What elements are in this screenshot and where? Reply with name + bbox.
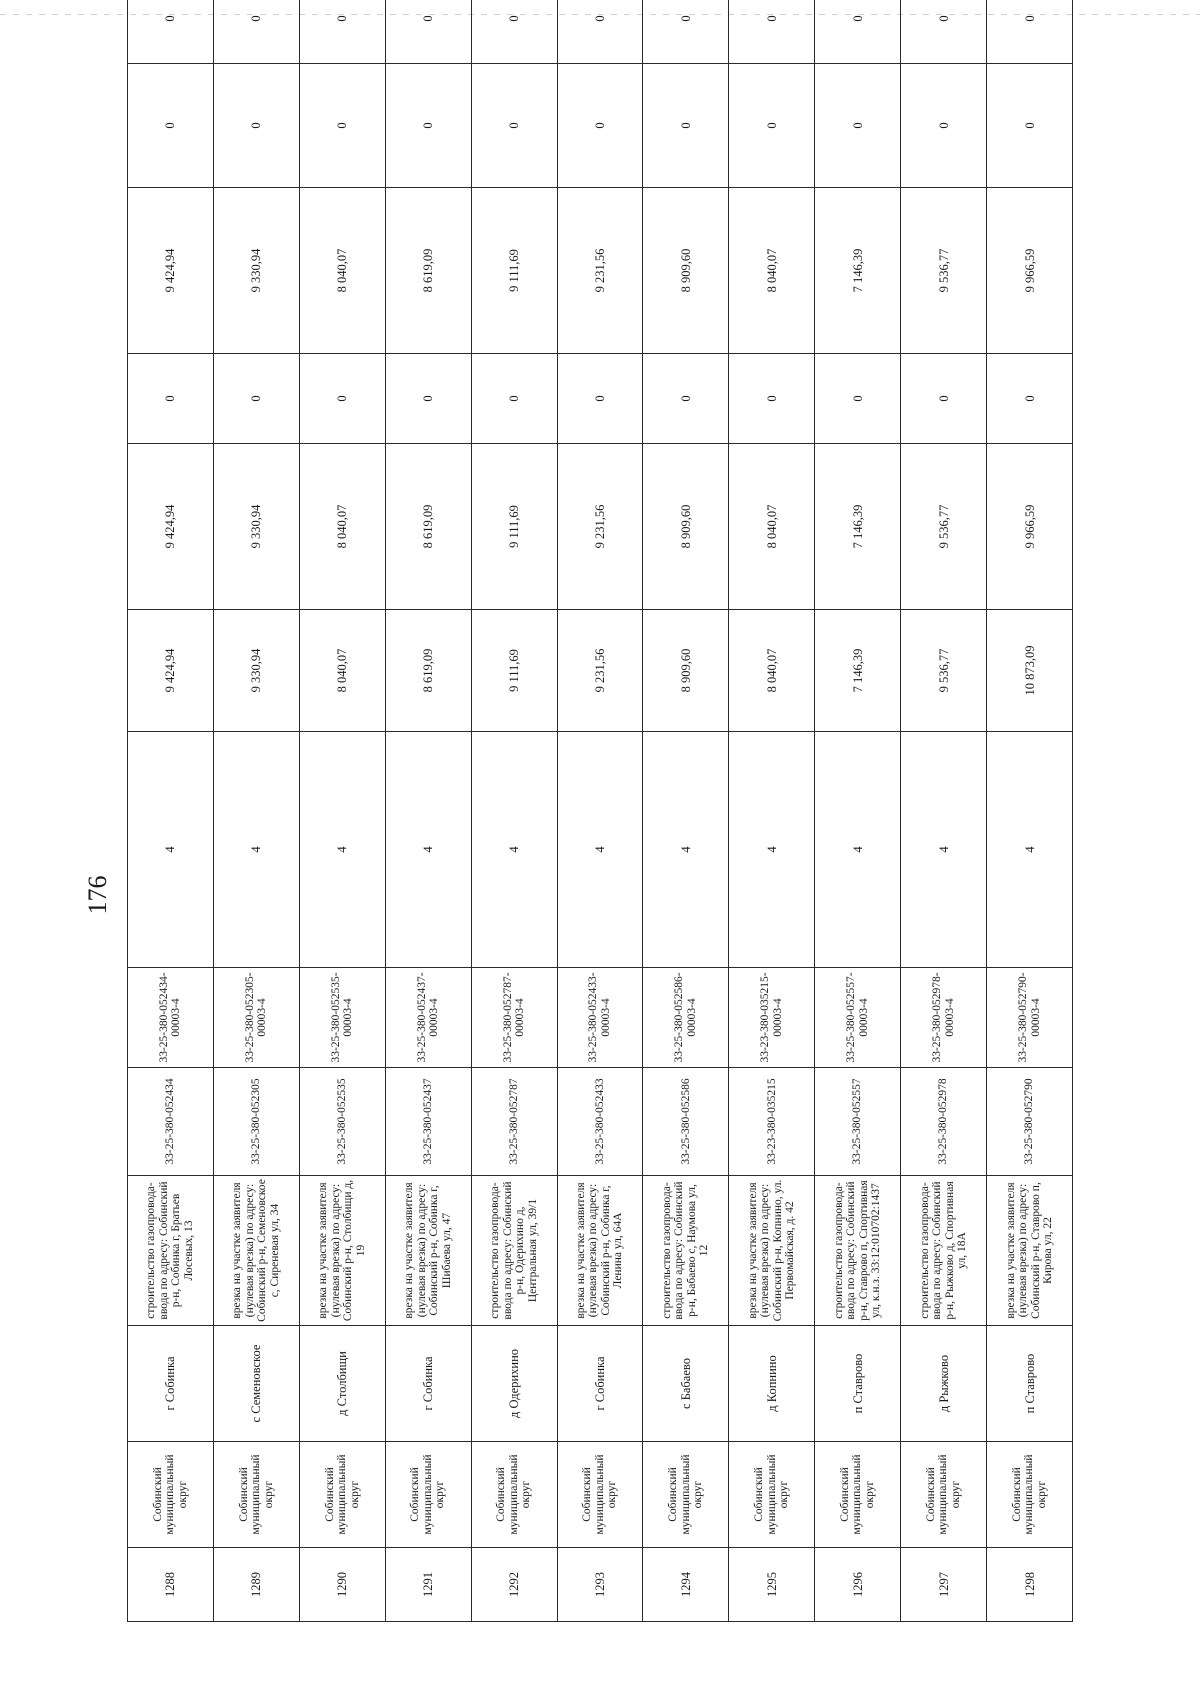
- object-code-cell: 33-25-380-052433: [557, 1068, 643, 1176]
- amount-cell: 8 040,07: [729, 444, 815, 610]
- table-row: [128, 0, 214, 1622]
- row-number-cell: 1297: [901, 1548, 987, 1622]
- zero-value-cell: 0: [815, 354, 901, 444]
- locality-cell: д Рыжково: [901, 1326, 987, 1442]
- description-cell: строительство газопровода-ввода по адресу: Собинский р-н, Бабаево с, Наумова ул, 12: [643, 1176, 729, 1326]
- zero-value-cell-3: 0: [213, 0, 299, 64]
- district-cell: Собинский муниципальный округ: [213, 1442, 299, 1548]
- full-code-cell: 33-23-380-035215-00003-4: [729, 968, 815, 1068]
- category-cell: 4: [643, 732, 729, 968]
- zero-value-cell-2: 0: [557, 64, 643, 188]
- row-number-cell: 1294: [643, 1548, 729, 1622]
- category-cell: 4: [385, 732, 471, 968]
- zero-value-cell-2: 0: [987, 64, 1073, 188]
- object-code-cell: 33-25-380-052586: [643, 1068, 729, 1176]
- locality-cell: д Столбищи: [299, 1326, 385, 1442]
- zero-value-cell: 0: [471, 354, 557, 444]
- amount-total-cell: 9 330,94: [213, 610, 299, 732]
- category-cell: 4: [557, 732, 643, 968]
- zero-value-cell-3: 0: [901, 0, 987, 64]
- locality-cell: г Собинка: [128, 1326, 214, 1442]
- locality-cell: п Ставрово: [815, 1326, 901, 1442]
- description-cell: строительство газопровода-ввода по адресу: Собинский р-н, Рыжково д, Спортивная ул, 18А: [901, 1176, 987, 1326]
- amount-cell-2: 7 146,39: [815, 188, 901, 354]
- full-code-cell: 33-25-380-052535-00003-4: [299, 968, 385, 1068]
- row-number-cell: 1292: [471, 1548, 557, 1622]
- district-cell: Собинский муниципальный округ: [299, 1442, 385, 1548]
- zero-value-cell: 0: [385, 354, 471, 444]
- table-row: [471, 0, 557, 1622]
- category-cell: 4: [987, 732, 1073, 968]
- amount-cell-2: 8 619,09: [385, 188, 471, 354]
- locality-cell: г Собинка: [385, 1326, 471, 1442]
- table-row: [987, 0, 1073, 1622]
- description-cell: врезка на участке заявителя (нулевая врезка) по адресу: Собинский р-н, Собинка г, Шибаева ул, 47: [385, 1176, 471, 1326]
- amount-cell-2: 9 966,59: [987, 188, 1073, 354]
- amount-total-cell: 7 146,39: [815, 610, 901, 732]
- zero-value-cell-2: 0: [213, 64, 299, 188]
- amount-cell: 8 040,07: [299, 444, 385, 610]
- full-code-cell: 33-25-380-052787-00003-4: [471, 968, 557, 1068]
- zero-value-cell: 0: [128, 354, 214, 444]
- full-code-cell: 33-25-380-052437-00003-4: [385, 968, 471, 1068]
- amount-total-cell: 8 619,09: [385, 610, 471, 732]
- description-cell: строительство газопровода-ввода по адресу: Собинский р-н, Собинка г, Братьев Лосевых, 13: [128, 1176, 214, 1326]
- table-row: [299, 0, 385, 1622]
- category-cell: 4: [299, 732, 385, 968]
- locality-cell: д Одерихино: [471, 1326, 557, 1442]
- full-code-cell: 33-25-380-052586-00003-4: [643, 968, 729, 1068]
- category-cell: 4: [128, 732, 214, 968]
- amount-cell: 9 424,94: [128, 444, 214, 610]
- district-cell: Собинский муниципальный округ: [557, 1442, 643, 1548]
- description-cell: строительство газопровода-ввода по адресу: Собинский р-н, Ставрово п, Спортивная ул, к.н.з. 33:12:010702:1437: [815, 1176, 901, 1326]
- zero-value-cell-2: 0: [471, 64, 557, 188]
- object-code-cell: 33-25-380-052790: [987, 1068, 1073, 1176]
- zero-value-cell-2: 0: [385, 64, 471, 188]
- description-cell: врезка на участке заявителя (нулевая врезка) по адресу: Собинский р-н, Собинка г, Ленина ул, 64А: [557, 1176, 643, 1326]
- amount-cell-2: 8 909,60: [643, 188, 729, 354]
- district-cell: Собинский муниципальный округ: [128, 1442, 214, 1548]
- locality-cell: с Бабаево: [643, 1326, 729, 1442]
- amount-cell: 8 909,60: [643, 444, 729, 610]
- amount-cell: 8 619,09: [385, 444, 471, 610]
- table-row: [557, 0, 643, 1622]
- amount-total-cell: 8 040,07: [729, 610, 815, 732]
- amount-cell-2: 9 424,94: [128, 188, 214, 354]
- description-cell: врезка на участке заявителя (нулевая врезка) по адресу: Собинский р-н, Семеновское с, Сиреневая ул, 34: [213, 1176, 299, 1326]
- amount-total-cell: 9 231,56: [557, 610, 643, 732]
- row-number-cell: 1291: [385, 1548, 471, 1622]
- object-code-cell: 33-25-380-052557: [815, 1068, 901, 1176]
- district-cell: Собинский муниципальный округ: [901, 1442, 987, 1548]
- rotated-table-container: [127, 15, 1073, 1622]
- row-number-cell: 1293: [557, 1548, 643, 1622]
- category-cell: 4: [213, 732, 299, 968]
- amount-cell-2: 9 330,94: [213, 188, 299, 354]
- zero-value-cell-2: 0: [815, 64, 901, 188]
- zero-value-cell-2: 0: [299, 64, 385, 188]
- zero-value-cell: 0: [643, 354, 729, 444]
- amount-cell: 7 146,39: [815, 444, 901, 610]
- table-row: [213, 0, 299, 1622]
- zero-value-cell-3: 0: [471, 0, 557, 64]
- full-code-cell: 33-25-380-052434-00003-4: [128, 968, 214, 1068]
- table-row: [729, 0, 815, 1622]
- row-number-cell: 1296: [815, 1548, 901, 1622]
- district-cell: Собинский муниципальный округ: [729, 1442, 815, 1548]
- amount-total-cell: 8 040,07: [299, 610, 385, 732]
- zero-value-cell-2: 0: [901, 64, 987, 188]
- district-cell: Собинский муниципальный округ: [987, 1442, 1073, 1548]
- row-number-cell: 1289: [213, 1548, 299, 1622]
- zero-value-cell-3: 0: [729, 0, 815, 64]
- amount-total-cell: 8 909,60: [643, 610, 729, 732]
- full-code-cell: 33-25-380-052433-00003-4: [557, 968, 643, 1068]
- object-code-cell: 33-25-380-052787: [471, 1068, 557, 1176]
- object-code-cell: 33-25-380-052434: [128, 1068, 214, 1176]
- zero-value-cell-3: 0: [643, 0, 729, 64]
- table-row: [901, 0, 987, 1622]
- amount-total-cell: 9 536,77: [901, 610, 987, 732]
- register-table: [127, 0, 1073, 1622]
- row-number-cell: 1298: [987, 1548, 1073, 1622]
- full-code-cell: 33-25-380-052978-00003-4: [901, 968, 987, 1068]
- locality-cell: г Собинка: [557, 1326, 643, 1442]
- object-code-cell: 33-25-380-052535: [299, 1068, 385, 1176]
- zero-value-cell: 0: [729, 354, 815, 444]
- full-code-cell: 33-25-380-052305-00003-4: [213, 968, 299, 1068]
- amount-cell-2: 9 231,56: [557, 188, 643, 354]
- amount-total-cell: 10 873,09: [987, 610, 1073, 732]
- zero-value-cell-3: 0: [299, 0, 385, 64]
- table-row: [385, 0, 471, 1622]
- amount-cell-2: 8 040,07: [299, 188, 385, 354]
- zero-value-cell-3: 0: [385, 0, 471, 64]
- table-row: [643, 0, 729, 1622]
- district-cell: Собинский муниципальный округ: [643, 1442, 729, 1548]
- amount-cell: 9 231,56: [557, 444, 643, 610]
- zero-value-cell-3: 0: [815, 0, 901, 64]
- district-cell: Собинский муниципальный округ: [471, 1442, 557, 1548]
- description-cell: строительство газопровода-ввода по адресу: Собинский р-н, Одерихино д, Центральная ул, 39/1: [471, 1176, 557, 1326]
- description-cell: врезка на участке заявителя (нулевая врезка) по адресу: Собинский р-н, Столбищи д, 19: [299, 1176, 385, 1326]
- amount-cell-2: 8 040,07: [729, 188, 815, 354]
- amount-total-cell: 9 111,69: [471, 610, 557, 732]
- description-cell: врезка на участке заявителя (нулевая врезка) по адресу: Собинский р-н, Ставрово п, Кирова ул, 22: [987, 1176, 1073, 1326]
- zero-value-cell-3: 0: [128, 0, 214, 64]
- amount-cell: 9 536,77: [901, 444, 987, 610]
- amount-cell: 9 111,69: [471, 444, 557, 610]
- zero-value-cell-2: 0: [128, 64, 214, 188]
- zero-value-cell-3: 0: [987, 0, 1073, 64]
- locality-cell: п Ставрово: [987, 1326, 1073, 1442]
- district-cell: Собинский муниципальный округ: [815, 1442, 901, 1548]
- table-row: [815, 0, 901, 1622]
- amount-total-cell: 9 424,94: [128, 610, 214, 732]
- locality-cell: с Семеновское: [213, 1326, 299, 1442]
- zero-value-cell: 0: [299, 354, 385, 444]
- row-number-cell: 1290: [299, 1548, 385, 1622]
- category-cell: 4: [471, 732, 557, 968]
- object-code-cell: 33-23-380-035215: [729, 1068, 815, 1176]
- row-number-cell: 1288: [128, 1548, 214, 1622]
- full-code-cell: 33-25-380-052790-00003-4: [987, 968, 1073, 1068]
- amount-cell: 9 966,59: [987, 444, 1073, 610]
- amount-cell-2: 9 111,69: [471, 188, 557, 354]
- category-cell: 4: [901, 732, 987, 968]
- zero-value-cell: 0: [901, 354, 987, 444]
- zero-value-cell: 0: [213, 354, 299, 444]
- locality-cell: д Копнино: [729, 1326, 815, 1442]
- object-code-cell: 33-25-380-052437: [385, 1068, 471, 1176]
- zero-value-cell: 0: [557, 354, 643, 444]
- amount-cell: 9 330,94: [213, 444, 299, 610]
- description-cell: врезка на участке заявителя (нулевая врезка) по адресу: Собинский р-н, Копнино, ул. Первомайская, д. 42: [729, 1176, 815, 1326]
- object-code-cell: 33-25-380-052978: [901, 1068, 987, 1176]
- row-number-cell: 1295: [729, 1548, 815, 1622]
- object-code-cell: 33-25-380-052305: [213, 1068, 299, 1176]
- zero-value-cell-2: 0: [729, 64, 815, 188]
- zero-value-cell-2: 0: [643, 64, 729, 188]
- zero-value-cell: 0: [987, 354, 1073, 444]
- page-number: 176: [83, 875, 112, 915]
- category-cell: 4: [815, 732, 901, 968]
- amount-cell-2: 9 536,77: [901, 188, 987, 354]
- district-cell: Собинский муниципальный округ: [385, 1442, 471, 1548]
- full-code-cell: 33-25-380-052557-00003-4: [815, 968, 901, 1068]
- category-cell: 4: [729, 732, 815, 968]
- zero-value-cell-3: 0: [557, 0, 643, 64]
